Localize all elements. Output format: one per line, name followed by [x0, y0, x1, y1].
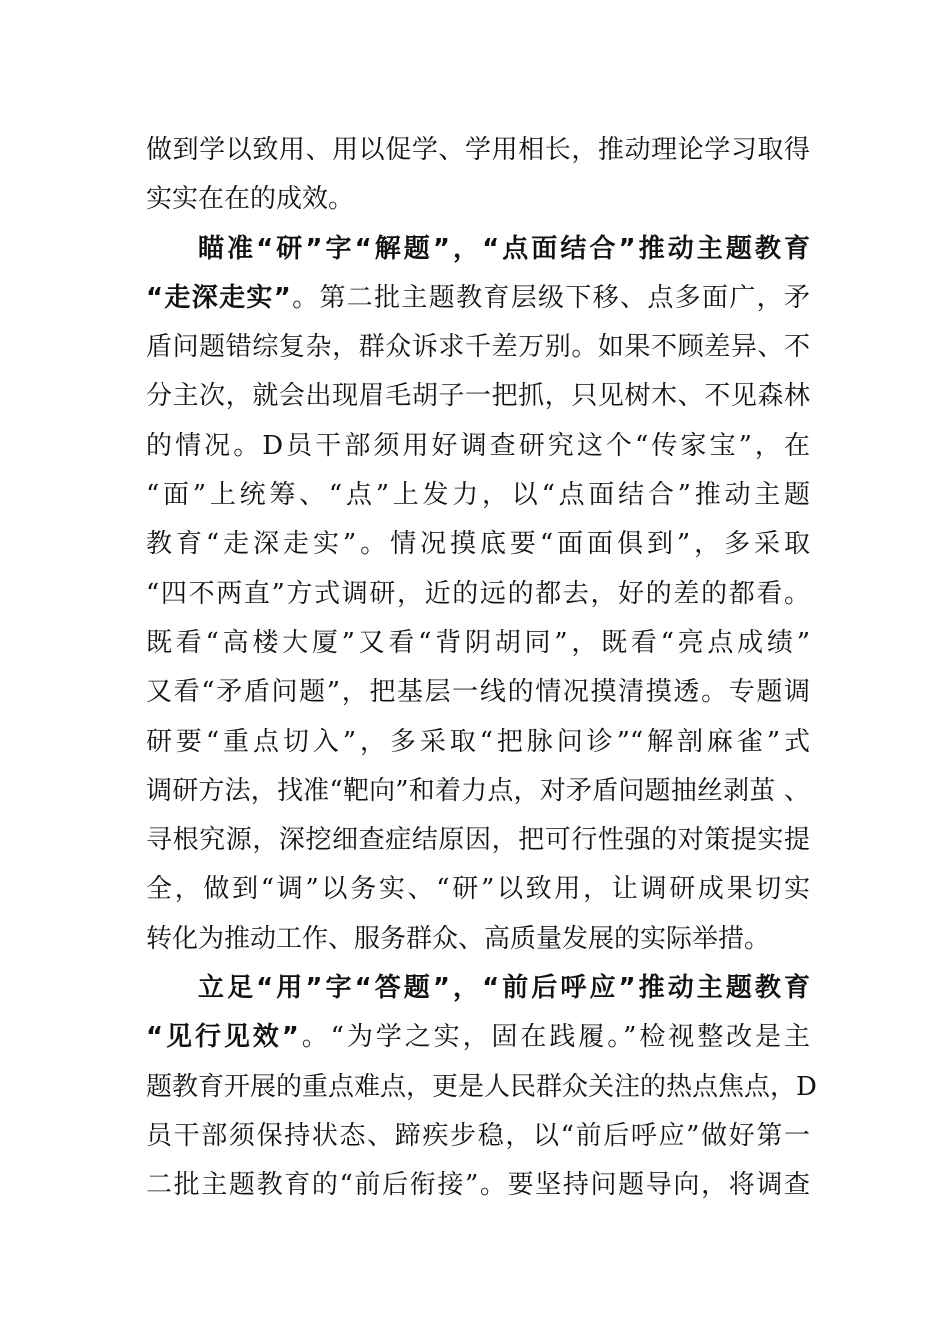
text-line	[146, 422, 810, 471]
text-line	[146, 520, 810, 569]
text-line	[146, 964, 810, 1013]
body-text: 分主次，就会出现眉毛胡子一把抓，只见树木、不见森林	[146, 381, 810, 412]
text-line	[146, 1063, 817, 1112]
body-text: 教育“走深走实”。情况摸底要“面面俱到”，多采取	[146, 529, 810, 560]
body-text: 二批主题教育的“前后衔接”。要坚持问题导向，将调查	[146, 1170, 810, 1201]
paragraph	[146, 964, 817, 1210]
text-line	[146, 619, 810, 668]
body-text: 调研方法，找准“靶向”和着力点，对矛盾问题抽丝剥茧 、	[146, 775, 810, 806]
text-line	[146, 1013, 810, 1062]
text-line	[146, 668, 810, 717]
text-line	[146, 767, 810, 816]
paragraph	[146, 126, 810, 225]
bold-heading-text: 瞄准“研”字“解题”，“点面结合”推动主题教育	[198, 233, 810, 264]
body-text: 员干部须保持状态、蹄疾步稳，以“前后呼应”做好第一	[146, 1120, 810, 1151]
body-text: 实实在在的成效。	[146, 184, 355, 215]
bold-heading-text: 立足“用”字“答题”，“前后呼应”推动主题教育	[198, 973, 810, 1004]
bold-heading-text: “见行见效”	[146, 1022, 299, 1053]
body-text: 的情况。D员干部须用好调查研究这个“传家宝”，在	[146, 430, 810, 461]
text-line	[146, 915, 810, 964]
text-line	[146, 126, 810, 175]
text-line	[146, 865, 810, 914]
text-line	[146, 225, 810, 274]
text-line	[146, 471, 810, 520]
text-line	[146, 570, 810, 619]
body-text: 研要“重点切入”，多采取“把脉问诊”“解剖麻雀”式	[146, 726, 810, 757]
body-text: 寻根究源，深挖细查症结原因，把可行性强的对策提实提	[146, 825, 810, 856]
bold-heading-text: “走深走实”	[146, 282, 291, 313]
text-line	[146, 274, 810, 323]
paragraph	[146, 225, 810, 964]
body-text: 做到学以致用、用以促学、学用相长，推动理论学习取得	[146, 135, 810, 165]
text-line	[146, 718, 810, 767]
body-text: “面”上统筹、“点”上发力，以“点面结合”推动主题	[146, 480, 810, 511]
text-line	[146, 372, 810, 421]
body-text: 。“为学之实，固在践履。”检视整改是主	[298, 1022, 810, 1053]
body-text: “四不两直”方式调研，近的远的都去，好的差的都看。	[146, 578, 810, 609]
body-text: 。第二批主题教育层级下移、点多面广，矛	[290, 282, 810, 313]
body-text: 题教育开展的重点难点，更是人民群众关注的热点焦点，D	[146, 1071, 817, 1102]
body-text: 又看“矛盾问题”，把基层一线的情况摸清摸透。专题调	[146, 677, 810, 708]
text-line	[146, 1112, 810, 1161]
text-line	[146, 175, 810, 224]
text-line	[146, 323, 810, 372]
body-text: 转化为推动工作、服务群众、高质量发展的实际举措。	[146, 923, 771, 954]
body-text: 全，做到“调”以务实、“研”以致用，让调研成果切实	[146, 874, 810, 905]
body-text: 既看“高楼大厦”又看“背阴胡同”，既看“亮点成绩”	[146, 627, 810, 658]
document-body	[146, 126, 817, 1211]
text-line	[146, 816, 810, 865]
body-text: 盾问题错综复杂，群众诉求千差万别。如果不顾差异、不	[146, 332, 810, 363]
text-line	[146, 1161, 810, 1210]
